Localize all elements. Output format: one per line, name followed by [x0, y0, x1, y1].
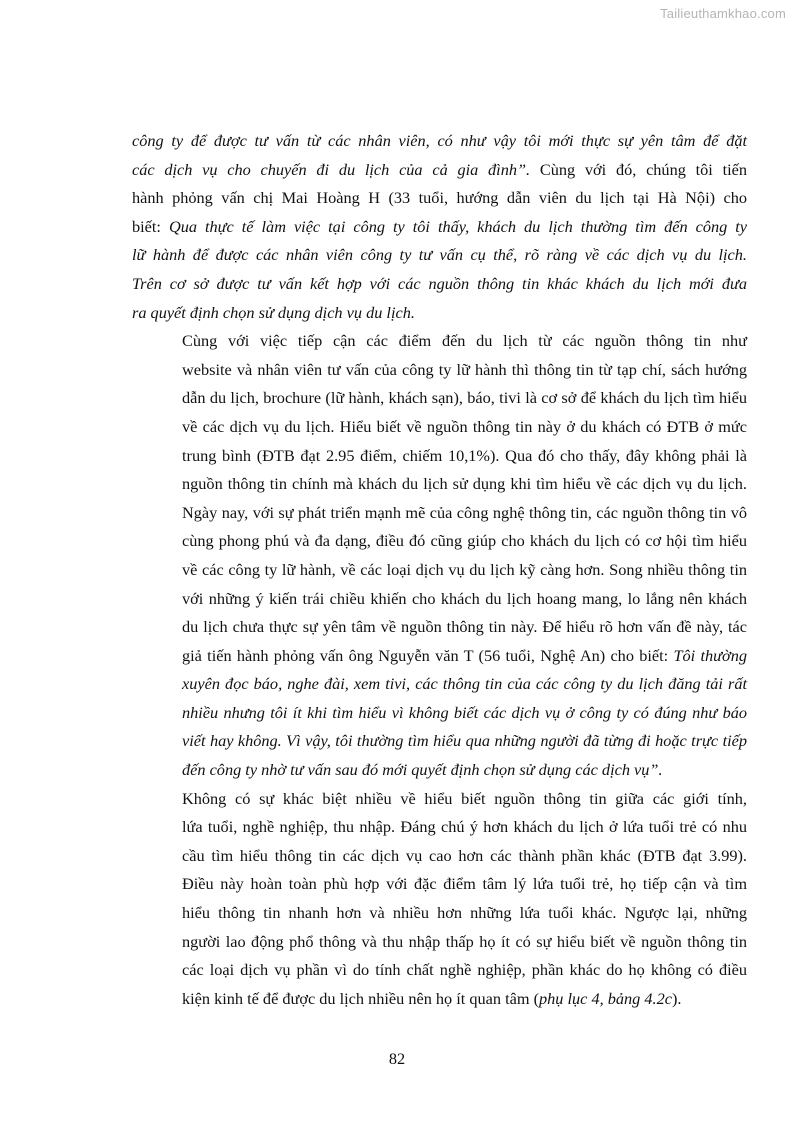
body-text: biết:: [132, 216, 169, 236]
body-text: cầu tìm hiểu thông tin các dịch vụ cao hơn các thành phần khác (ĐTB đạt 3.99).: [182, 845, 747, 865]
body-text: với những ý kiến trái chiều khiến cho khách du lịch hoang mang, lo lắng nên khách: [182, 588, 747, 608]
italic-text: xuyên đọc báo, nghe đài, xem tivi, các thông tin của các công ty du lịch đăng tải rất: [182, 674, 747, 694]
body-text: Điều này hoàn toàn phù hợp với đặc điểm tâm lý lứa tuổi trẻ, họ tiếp cận và tìm: [182, 874, 747, 894]
italic-text: đến công ty nhờ tư vấn sau đó mới quyết định chọn sử dụng các dịch vụ”.: [182, 760, 663, 780]
italic-text: Trên cơ sở được tư vấn kết hợp với các nguồn thông tin khác khách du lịch mới đưa: [132, 273, 747, 293]
text-line: [132, 556, 747, 585]
paragraph: [132, 327, 747, 785]
italic-text: Tôi thường: [673, 645, 747, 665]
text-line: [132, 213, 747, 242]
body-text: ).: [671, 988, 682, 1008]
text-line: [132, 356, 747, 385]
text-line: [132, 184, 747, 213]
text-line: [132, 813, 747, 842]
italic-text: viết hay không. Vì vậy, tôi thường tìm hiểu qua những người đã từng đi hoặc trực tiếp: [182, 731, 747, 751]
document-body: [132, 127, 747, 1013]
italic-text: công ty để được tư vấn từ các nhân viên, có như vậy tôi mới thực sự yên tâm để đặt: [132, 131, 747, 150]
body-text: hành phỏng vấn chị Mai Hoàng H (33 tuổi, hướng dẫn viên du lịch tại Hà Nội) cho: [132, 188, 747, 208]
paragraph: [132, 127, 747, 327]
body-text: các loại dịch vụ phần vì do tính chất nghề nghiệp, phần khác do họ không có điều: [182, 960, 747, 980]
text-line: [132, 613, 747, 642]
text-line: [132, 670, 747, 699]
text-line: [132, 727, 747, 756]
text-line: [132, 442, 747, 471]
text-line: [132, 699, 747, 728]
italic-text: nhiều nhưng tôi ít khi tìm hiểu vì không biết các dịch vụ ở công ty có đúng như báo: [182, 702, 747, 722]
body-text: Cùng với việc tiếp cận các điểm đến du lịch từ các nguồn thông tin như: [182, 331, 747, 351]
text-line: [132, 842, 747, 871]
text-line: [132, 127, 747, 156]
body-text: dẫn du lịch, brochure (lữ hành, khách sạn), báo, tivi là cơ sở để khách du lịch tìm hiểu: [182, 388, 747, 408]
text-line: [132, 499, 747, 528]
body-text: du lịch chưa thực sự yên tâm về nguồn thông tin này. Để hiểu rõ hơn vấn đề này, tác: [182, 617, 747, 637]
text-line: [132, 470, 747, 499]
text-line: [132, 928, 747, 957]
paragraph: [132, 785, 747, 1014]
text-line: [132, 527, 747, 556]
text-line: [132, 241, 747, 270]
text-line: [132, 785, 747, 814]
body-text: website và nhân viên tư vấn của công ty lữ hành thì thông tin từ tạp chí, sách hướng: [182, 359, 747, 379]
text-line: [132, 756, 747, 785]
text-line: [132, 956, 747, 985]
text-line: [132, 870, 747, 899]
text-line: [132, 899, 747, 928]
text-line: [132, 270, 747, 299]
body-text: hiểu thông tin nhanh hơn và nhiều hơn những lứa tuổi khác. Ngược lại, những: [182, 903, 747, 923]
text-line: [132, 384, 747, 413]
italic-text: phụ lục 4, bảng 4.2c: [539, 988, 672, 1008]
body-text: nguồn thông tin chính mà khách du lịch sử dụng khi tìm hiểu về các dịch vụ du lịch.: [182, 474, 747, 494]
text-line: [132, 156, 747, 185]
body-text: kiện kinh tế để được du lịch nhiều nên họ ít quan tâm (: [182, 988, 539, 1008]
text-line: [132, 985, 747, 1014]
body-text: về các công ty lữ hành, về các loại dịch vụ du lịch kỹ càng hơn. Song nhiều thông tin: [182, 559, 747, 579]
body-text: Không có sự khác biệt nhiều về hiểu biết nguồn thông tin giữa các giới tính,: [182, 788, 747, 808]
body-text: lứa tuổi, nghề nghiệp, thu nhập. Đáng chú ý hơn khách du lịch ở lứa tuổi trẻ có nhu: [182, 817, 747, 837]
text-line: [132, 585, 747, 614]
body-text: giả tiến hành phỏng vấn ông Nguyễn văn T (56 tuổi, Nghệ An) cho biết:: [182, 645, 674, 665]
body-text: Cùng với đó, chúng tôi tiến: [530, 159, 747, 179]
text-line: [132, 642, 747, 671]
italic-text: lữ hành để được các nhân viên công ty tư vấn cụ thể, rõ ràng về các dịch vụ du lịch.: [132, 245, 747, 265]
text-line: [132, 413, 747, 442]
italic-text: các dịch vụ cho chuyến đi du lịch của cả gia đình”.: [132, 159, 531, 179]
body-text: người lao động phổ thông và thu nhập thấp họ ít có sự hiểu biết về nguồn thông tin: [182, 931, 747, 951]
body-text: Ngày nay, với sự phát triển mạnh mẽ của công nghệ thông tin, các nguồn thông tin vô: [182, 502, 747, 522]
page-number: 82: [388, 1049, 406, 1068]
body-text: về các dịch vụ du lịch. Hiểu biết về nguồn thông tin này ở du khách có ĐTB ở mức: [182, 416, 747, 436]
text-line: [132, 327, 747, 356]
italic-text: ra quyết định chọn sử dụng dịch vụ du lịch.: [132, 302, 415, 322]
watermark-text: Tailieuthamkhao.com: [660, 6, 786, 21]
italic-text: Qua thực tế làm việc tại công ty tôi thấy, khách du lịch thường tìm đến công ty: [168, 216, 747, 236]
text-line: [132, 299, 747, 328]
body-text: cùng phong phú và đa dạng, điều đó cũng giúp cho khách du lịch có cơ hội tìm hiểu: [182, 531, 747, 551]
body-text: trung bình (ĐTB đạt 2.95 điểm, chiếm 10,1%). Qua đó cho thấy, đây không phải là: [182, 445, 747, 465]
